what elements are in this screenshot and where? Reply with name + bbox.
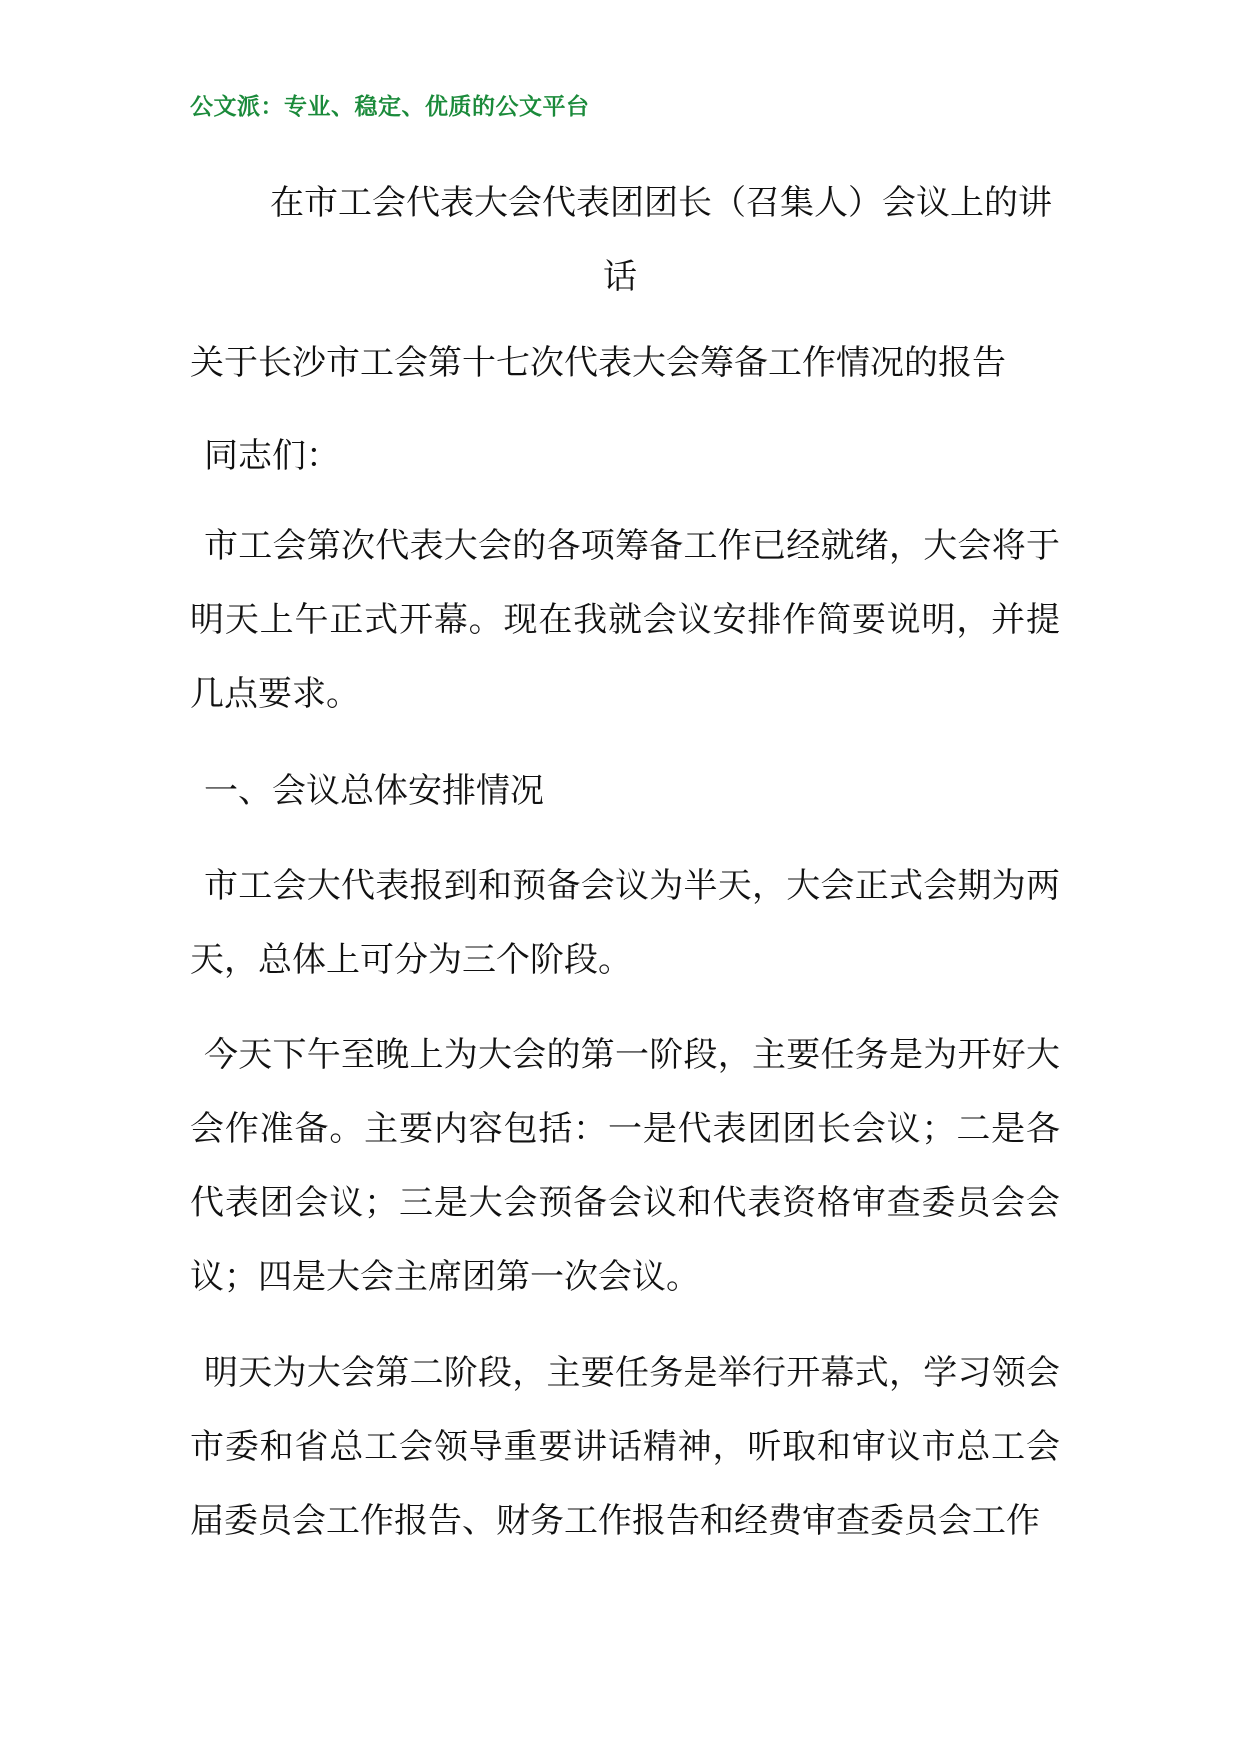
paragraph-1: 市工会第次代表大会的各项筹备工作已经就绪，大会将于明天上午正式开幕。现在我就会议安排作简要说明，并提几点要求。 — [190, 526, 1060, 714]
paragraph-2: 市工会大代表报到和预备会议为半天，大会正式会期为两天，总体上可分为三个阶段。 — [190, 866, 1060, 980]
paragraph-4: 明天为大会第二阶段，主要任务是举行开幕式，学习领会市委和省总工会领导重要讲话精神，听取和审议市总工会届委员会工作报告、财务工作报告和经费审查委员会工作 — [190, 1353, 1060, 1541]
document-subtitle: 关于长沙市工会第十七次代表大会筹备工作情况的报告 — [190, 343, 1006, 383]
paragraph-3: 今天下午至晚上为大会的第一阶段，主要任务是为开好大会作准备。主要内容包括：一是代表团团长会议；二是各代表团会议；三是大会预备会议和代表资格审查委员会会议；四是大会主席团第一次会议。 — [190, 1035, 1060, 1297]
greeting: 同志们： — [204, 436, 340, 476]
brand-header: 公文派：专业、稳定、优质的公文平台 — [190, 94, 590, 120]
title-line-2: 话 — [603, 257, 637, 297]
title-line-1: 在市工会代表大会代表团团长（召集人）会议上的讲 — [270, 183, 1052, 223]
document-title — [190, 166, 1050, 314]
section-heading-1: 一、会议总体安排情况 — [204, 771, 544, 811]
